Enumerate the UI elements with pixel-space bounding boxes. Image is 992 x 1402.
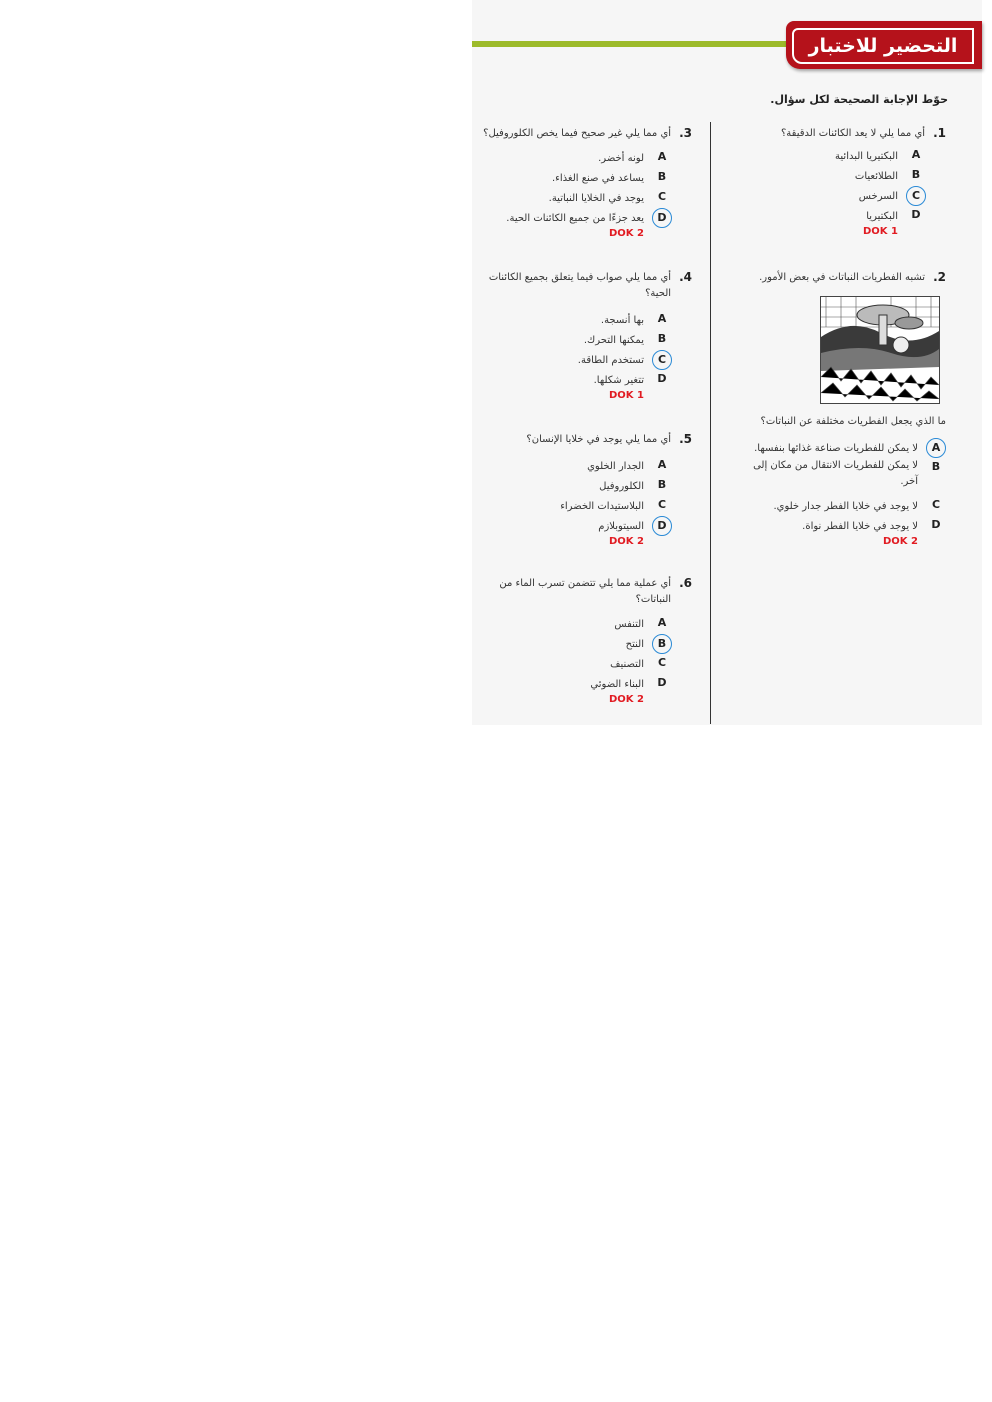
mushroom-image (821, 297, 939, 403)
answer-circle: D (652, 516, 672, 536)
title-tab (786, 21, 982, 69)
question-2 (745, 270, 946, 286)
mushroom-illustration (820, 296, 940, 404)
dok-label: DOK 1 (863, 226, 898, 237)
question-text: أي مما يلي يوجد في خلايا الإنسان؟ (526, 434, 672, 445)
question-1 (745, 126, 946, 237)
option-d[interactable]: D البناء الضوئي (590, 676, 667, 690)
question-number: 4. (679, 270, 692, 284)
option-d[interactable]: D البكتيريا (866, 208, 921, 222)
option-d[interactable]: D تتغير شكلها. (593, 372, 667, 386)
option-b[interactable]: B الكلوروفيل (599, 478, 667, 492)
answer-circle: C (652, 350, 672, 370)
question-4 (481, 270, 692, 401)
option-a[interactable]: A بها أنسجة. (600, 312, 667, 326)
question-text: أي عملية مما يلي تتضمن تسرب الماء من النباتات؟ (499, 578, 672, 605)
option-a[interactable]: A البكتيريا البدائية (835, 148, 921, 162)
dok-label: DOK 1 (609, 390, 644, 401)
option-a[interactable]: A لونه أخضر. (598, 150, 667, 164)
page-title: التحضير للاختبار (792, 28, 974, 64)
question-6 (491, 576, 692, 705)
option-c[interactable]: C البلاستيدات الخضراء (560, 498, 667, 512)
option-c[interactable]: C يوجد في الخلايا النباتية. (548, 190, 667, 204)
dok-label: DOK 2 (609, 694, 644, 705)
instruction-text: حوّط الإجابة الصحيحة لكل سؤال. (770, 93, 948, 106)
answer-circle: D (652, 208, 672, 228)
answer-circle: B (652, 634, 672, 654)
option-b[interactable]: B الطلائعيات (854, 168, 921, 182)
option-d[interactable]: D يعد جزءًا من جميع الكائنات الحية. (471, 208, 672, 228)
answer-circle: C (906, 186, 926, 206)
option-a[interactable]: A لا يمكن للفطريات صناعة غذائها بنفسها. (726, 438, 946, 458)
option-d[interactable]: D لا يوجد في خلايا الفطر نواة. (802, 518, 941, 532)
question-text: أي مما يلي لا يعد الكائنات الدقيقة؟ (780, 128, 926, 139)
option-c[interactable]: C تستخدم الطاقة. (481, 350, 672, 370)
question-5 (481, 432, 692, 547)
question-2-choices (726, 414, 946, 547)
question-subtext: ما الذي يجعل الفطريات مختلفة عن النباتات؟ (760, 416, 946, 427)
question-number: 5. (679, 432, 692, 446)
option-c[interactable]: C التصنيف (610, 656, 667, 670)
question-number: 3. (679, 126, 692, 140)
header-green-bar (472, 41, 802, 47)
dok-label: DOK 2 (609, 536, 644, 547)
question-text: تشبه الفطريات النباتات في بعض الأمور. (759, 272, 926, 283)
option-b[interactable]: B لا يمكن للفطريات الانتقال من مكان إلى آخر. (753, 460, 941, 487)
column-divider (710, 122, 711, 724)
option-a[interactable]: A التنفس (614, 616, 667, 630)
question-number: 2. (933, 270, 946, 284)
question-number: 1. (933, 126, 946, 140)
option-b[interactable]: B يمكنها التحرك. (583, 332, 667, 346)
option-a[interactable]: A الجدار الخلوي (587, 458, 667, 472)
question-number: 6. (679, 576, 692, 590)
question-text: أي مما يلي غير صحيح فيما يخص الكلوروفيل؟ (483, 128, 672, 139)
question-3 (471, 126, 692, 239)
dok-label: DOK 2 (609, 228, 644, 239)
option-b[interactable]: B النتح (491, 634, 672, 654)
option-b[interactable]: B يساعد في صنع الغذاء. (551, 170, 667, 184)
dok-label: DOK 2 (883, 536, 918, 547)
option-c[interactable]: C السرخس (745, 186, 926, 206)
option-c[interactable]: C لا يوجد في خلايا الفطر جدار خلوي. (773, 498, 941, 512)
question-text: أي مما يلي صواب فيما يتعلق بجميع الكائنات الحية؟ (488, 272, 672, 299)
option-d[interactable]: D السيتوبلازم (481, 516, 672, 536)
answer-circle: A (926, 438, 946, 458)
